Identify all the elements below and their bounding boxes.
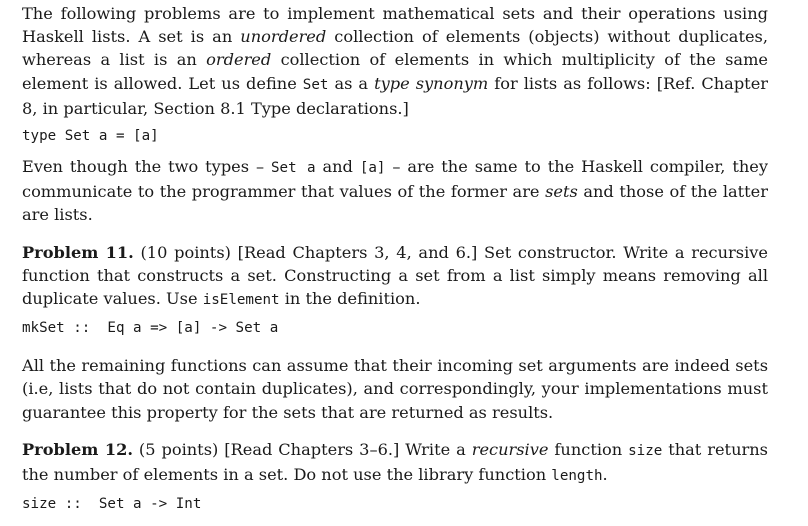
problem-11-text-1: (10 points) [Read Chapters 3, 4, and 6.] Set constructor. Write a recursive function that constructs a set. Constructing a set from a list simply means removing all duplicate values. Use [22,242,768,309]
intro-unordered: unordered [240,27,327,47]
problem-11-code: isElement [202,292,280,309]
problem-12-paragraph [22,438,768,488]
problem-11-text-2: in the definition. [279,289,421,309]
problem-12-code-length: length [551,468,603,485]
problem-12-label: Problem 12. [22,439,133,459]
mkset-signature: mkSet :: Eq a => [a] -> Set a [22,320,279,337]
problem-11-paragraph [22,241,768,313]
problem-12-text-2: function [548,439,629,459]
type-declaration: type Set a = [a] [22,128,159,145]
even-text-4: and those of the latter are lists. [22,182,768,225]
even-sets: sets [545,182,578,202]
problem-12-code-size: size [628,442,663,459]
intro-text-4: as a [328,73,375,93]
even-text-3: – are the same to the Haskell compiler, they communicate to the programmer that values of the former are [22,157,769,202]
intro-ordered: ordered [206,50,272,70]
intro-paragraph [22,2,768,120]
even-text-2: and [315,157,360,177]
problem-11-label: Problem 11. [22,242,134,262]
document-page [22,0,768,514]
intro-set-code: Set [302,76,329,93]
intro-text-2: collection of elements (objects) without duplicates, whereas a list is an [22,27,768,70]
size-signature: size :: Set a -> Int [22,496,202,513]
intro-text-5: for lists as follows: [Ref. Chapter 8, in particular, Section 8.1 Type declarations.] [22,73,769,118]
problem-12-text-3: that returns the number of elements in a set. Do not use the library function [22,439,768,485]
intro-type-synonym: type synonym [374,73,489,93]
problem-12-text-4: . [602,465,608,485]
problem-12-text-1: (5 points) [Read Chapters 3–6.] Write a [132,439,472,459]
even-though-paragraph [22,155,768,227]
even-code-2: [a] [359,160,386,177]
problem-12-recursive: recursive [471,439,549,459]
intro-text-1: The following problems are to implement mathematical sets and their operations using Haskell lists. A set is an [22,4,768,47]
even-text-1: Even though the two types – [22,157,272,177]
remaining-paragraph: All the remaining functions can assume that their incoming set arguments are indeed sets (i.e, lists that do not contain duplicates), and correspondingly, your implementations must guarantee this property for the sets that are returned as results. [22,356,768,422]
intro-text-3: collection of elements in which multiplicity of the same element is allowed. Let us define [22,50,768,93]
even-code-1: Set a [271,160,316,177]
